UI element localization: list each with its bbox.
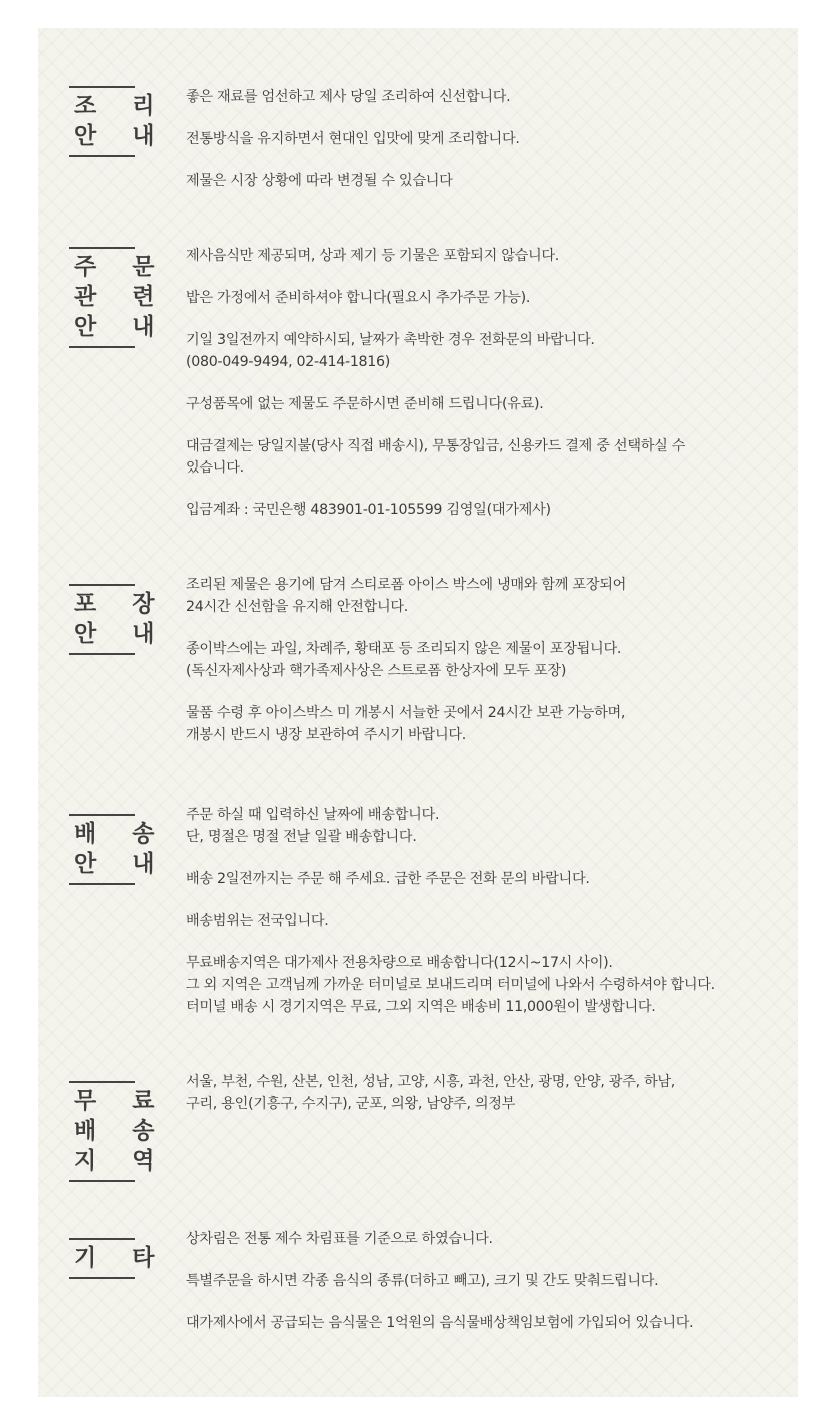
heading-line: 배 송 (74, 821, 169, 847)
paragraph: 구성품목에 없는 제물도 주문하시면 준비해 드립니다(유료). (186, 396, 544, 412)
paragraph: 배송범위는 전국입니다. (186, 913, 329, 929)
paragraph: 제물은 시장 상황에 따라 변경될 수 있습니다 (186, 173, 453, 189)
heading-line: 안 내 (74, 851, 169, 877)
paragraph: 기일 3일전까지 예약하시되, 날짜가 촉박한 경우 전화문의 바랍니다. (080-049-9494, 02-414-1816) (186, 332, 595, 370)
paragraph: 대금결제는 당일지불(당사 직접 배송시), 무통장입금, 신용카드 결제 중 선택하실 수 있습니다. (186, 438, 686, 476)
bank-account-info: 입금계좌 : 국민은행 483901-01-105599 김영일(대가제사) (186, 502, 551, 518)
section-body (186, 804, 791, 1038)
section-body (186, 1071, 791, 1135)
paragraph: 무료배송지역은 대가제사 전용차량으로 배송합니다(12시~17시 사이). 그 외 지역은 고객님께 가까운 터미널로 보내드리며 터미널에 나와서 수령하셔야 합니다. 터미널 배송 시 경기지역은 무료, 그외 지역은 배송비 11,000원이 발생합니다. (186, 955, 715, 1015)
info-panel (38, 28, 798, 1397)
section-heading (69, 584, 169, 655)
heading-line: 무 료 (74, 1088, 169, 1114)
free-delivery-region-list: 서울, 부천, 수원, 산본, 인천, 성남, 고양, 시흥, 과천, 안산, 광명, 안양, 광주, 하남, 구리, 용인(기흥구, 수지구), 군포, 의왕, 남양주, 의정부 (186, 1074, 676, 1112)
section-body (186, 574, 791, 766)
heading-line: 포 장 (74, 591, 169, 617)
heading-line: 지 역 (74, 1148, 169, 1174)
section-heading (69, 1238, 169, 1279)
heading-line: 조 리 (74, 93, 169, 119)
section-body (186, 1228, 791, 1354)
heading-line: 배 송 (74, 1118, 169, 1144)
paragraph: 좋은 재료를 엄선하고 제사 당일 조리하여 신선합니다. (186, 89, 511, 105)
section-heading (69, 86, 169, 157)
heading-line: 안 내 (74, 123, 169, 149)
paragraph: 주문 하실 때 입력하신 날짜에 배송합니다. 단, 명절은 명절 전날 일괄 배송합니다. (186, 807, 440, 845)
paragraph: 전통방식을 유지하면서 현대인 입맛에 맞게 조리합니다. (186, 131, 520, 147)
section-heading (69, 247, 169, 348)
paragraph: 배송 2일전까지는 주문 해 주세요. 급한 주문은 전화 문의 바랍니다. (186, 871, 590, 887)
paragraph: 조리된 제물은 용기에 담겨 스티로폼 아이스 박스에 냉매와 함께 포장되어 24시간 신선함을 유지해 안전합니다. (186, 577, 627, 615)
section-heading (69, 814, 169, 885)
paragraph: 특별주문을 하시면 각종 음식의 종류(더하고 빼고), 크기 및 간도 맞춰드립니다. (186, 1273, 659, 1289)
heading-line: 주 문 (74, 254, 169, 280)
paragraph: 대가제사에서 공급되는 음식물은 1억원의 음식물배상책임보험에 가입되어 있습니다. (186, 1315, 694, 1331)
section-body (186, 86, 791, 212)
paragraph: 제사음식만 제공되며, 상과 제기 등 기물은 포함되지 않습니다. (186, 248, 560, 264)
heading-line: 안 내 (74, 314, 169, 340)
paragraph: 종이박스에는 과일, 차례주, 황태포 등 조리되지 않은 제물이 포장됩니다. (독신자제사상과 핵가족제사상은 스트로폼 한상자에 모두 포장) (186, 641, 622, 679)
section-body (186, 245, 791, 541)
paragraph: 상차림은 전통 제수 차림표를 기준으로 하였습니다. (186, 1231, 493, 1247)
heading-line: 기 타 (74, 1245, 169, 1271)
paragraph: 밥은 가정에서 준비하셔야 합니다(필요시 추가주문 가능). (186, 290, 531, 306)
paragraph: 물품 수령 후 아이스박스 미 개봉시 서늘한 곳에서 24시간 보관 가능하며, 개봉시 반드시 냉장 보관하여 주시기 바랍니다. (186, 705, 626, 743)
section-heading (69, 1081, 169, 1182)
heading-line: 안 내 (74, 621, 169, 647)
heading-line: 관 련 (74, 284, 169, 310)
